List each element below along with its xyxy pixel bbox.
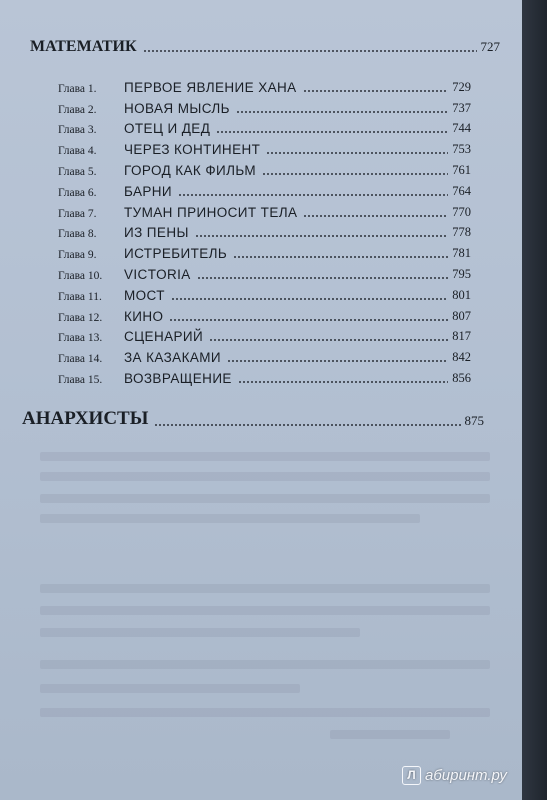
chapter-row [58, 97, 471, 118]
chapter-page-number: 842 [452, 350, 471, 365]
chapter-row [58, 242, 471, 263]
chapter-label: Глава 6. [58, 186, 97, 199]
chapter-page-number: 764 [452, 183, 471, 198]
chapter-page-number: 737 [452, 100, 471, 115]
part-title: МАТЕМАТИК [30, 38, 137, 55]
chapter-page-number: 801 [452, 287, 471, 302]
chapter-row [58, 305, 471, 326]
part-row-anarchists [22, 400, 484, 430]
chapter-page-number: 817 [452, 329, 471, 344]
chapter-label: Глава 11. [58, 290, 102, 303]
chapter-label: Глава 15. [58, 373, 103, 386]
chapter-page-number: 795 [452, 266, 471, 281]
chapter-list [58, 76, 471, 388]
chapter-title: ТУМАН ПРИНОСИТ ТЕЛА [124, 204, 298, 220]
leader-dots [227, 360, 448, 362]
chapter-label: Глава 1. [58, 82, 97, 95]
part-title: АНАРХИСТЫ [22, 408, 149, 429]
chapter-row [58, 326, 471, 347]
leader-dots [154, 424, 461, 426]
page-edge-shadow [522, 0, 547, 800]
chapter-page-number: 744 [452, 121, 471, 136]
chapter-row [58, 180, 471, 201]
leader-dots [169, 319, 448, 321]
chapter-row [58, 284, 471, 305]
chapter-label: Глава 8. [58, 228, 97, 241]
chapter-title: ВОЗВРАЩЕНИЕ [124, 370, 232, 386]
chapter-label: Глава 9. [58, 249, 97, 262]
show-through-text [40, 584, 490, 593]
chapter-label: Глава 7. [58, 207, 97, 220]
chapter-title: БАРНИ [124, 183, 173, 199]
chapter-row [58, 263, 471, 284]
chapter-page-number: 761 [452, 162, 471, 177]
chapter-title: ПЕРВОЕ ЯВЛЕНИЕ ХАНА [124, 79, 297, 95]
leader-dots [216, 131, 448, 133]
chapter-label: Глава 3. [58, 124, 97, 137]
leader-dots [209, 339, 448, 341]
leader-dots [197, 277, 448, 279]
chapter-row [58, 138, 471, 159]
show-through-text [40, 514, 420, 523]
show-through-text [40, 472, 490, 481]
leader-dots [143, 50, 477, 52]
chapter-title: КИНО [124, 308, 164, 324]
leader-dots [178, 194, 448, 196]
chapter-row [58, 222, 471, 243]
show-through-text [40, 606, 490, 615]
show-through-text [40, 708, 490, 717]
chapter-title: ГОРОД КАК ФИЛЬМ [124, 162, 256, 178]
chapter-row [58, 346, 471, 367]
chapter-title: МОСТ [124, 287, 165, 303]
show-through-text [40, 628, 360, 637]
chapter-page-number: 781 [452, 246, 471, 261]
chapter-page-number: 778 [452, 225, 471, 240]
chapter-row [58, 76, 471, 97]
chapter-page-number: 753 [452, 142, 471, 157]
watermark-text: абиринт.ру [425, 766, 507, 784]
chapter-row [58, 118, 471, 139]
chapter-row [58, 159, 471, 180]
show-through-text [330, 730, 450, 739]
show-through-text [40, 494, 490, 503]
chapter-title: СЦЕНАРИЙ [124, 329, 204, 345]
chapter-title: ОТЕЦ И ДЕД [124, 121, 211, 137]
chapter-label: Глава 2. [58, 103, 97, 116]
chapter-label: Глава 13. [58, 332, 103, 345]
show-through-text [40, 684, 300, 693]
chapter-title: VICTORIA [124, 266, 191, 282]
leader-dots [303, 90, 448, 92]
leader-dots [171, 298, 448, 300]
chapter-row [58, 367, 471, 388]
chapter-page-number: 729 [452, 79, 471, 94]
watermark [402, 764, 534, 786]
chapter-title: ИСТРЕБИТЕЛЬ [124, 246, 228, 262]
labirint-logo-icon: Л [402, 766, 421, 785]
leader-dots [195, 235, 448, 237]
part-row-mathematician [30, 32, 500, 56]
chapter-label: Глава 14. [58, 353, 103, 366]
leader-dots [236, 111, 448, 113]
leader-dots [266, 152, 448, 154]
leader-dots [303, 215, 448, 217]
leader-dots [238, 381, 448, 383]
show-through-text [40, 452, 490, 461]
show-through-text [40, 660, 490, 669]
chapter-page-number: 856 [452, 370, 471, 385]
chapter-label: Глава 12. [58, 311, 103, 324]
chapter-title: НОВАЯ МЫСЛЬ [124, 100, 230, 116]
part-page-number: 727 [480, 39, 500, 54]
leader-dots [233, 256, 448, 258]
chapter-label: Глава 4. [58, 145, 97, 158]
part-page-number: 875 [464, 413, 484, 428]
chapter-label: Глава 5. [58, 165, 97, 178]
chapter-page-number: 770 [452, 204, 471, 219]
chapter-title: ЗА КАЗАКАМИ [124, 350, 222, 366]
chapter-title: ЧЕРЕЗ КОНТИНЕНТ [124, 142, 261, 158]
chapter-label: Глава 10. [58, 269, 103, 282]
leader-dots [262, 173, 448, 175]
chapter-page-number: 807 [452, 308, 471, 323]
chapter-row [58, 201, 471, 222]
chapter-title: ИЗ ПЕНЫ [124, 225, 189, 241]
